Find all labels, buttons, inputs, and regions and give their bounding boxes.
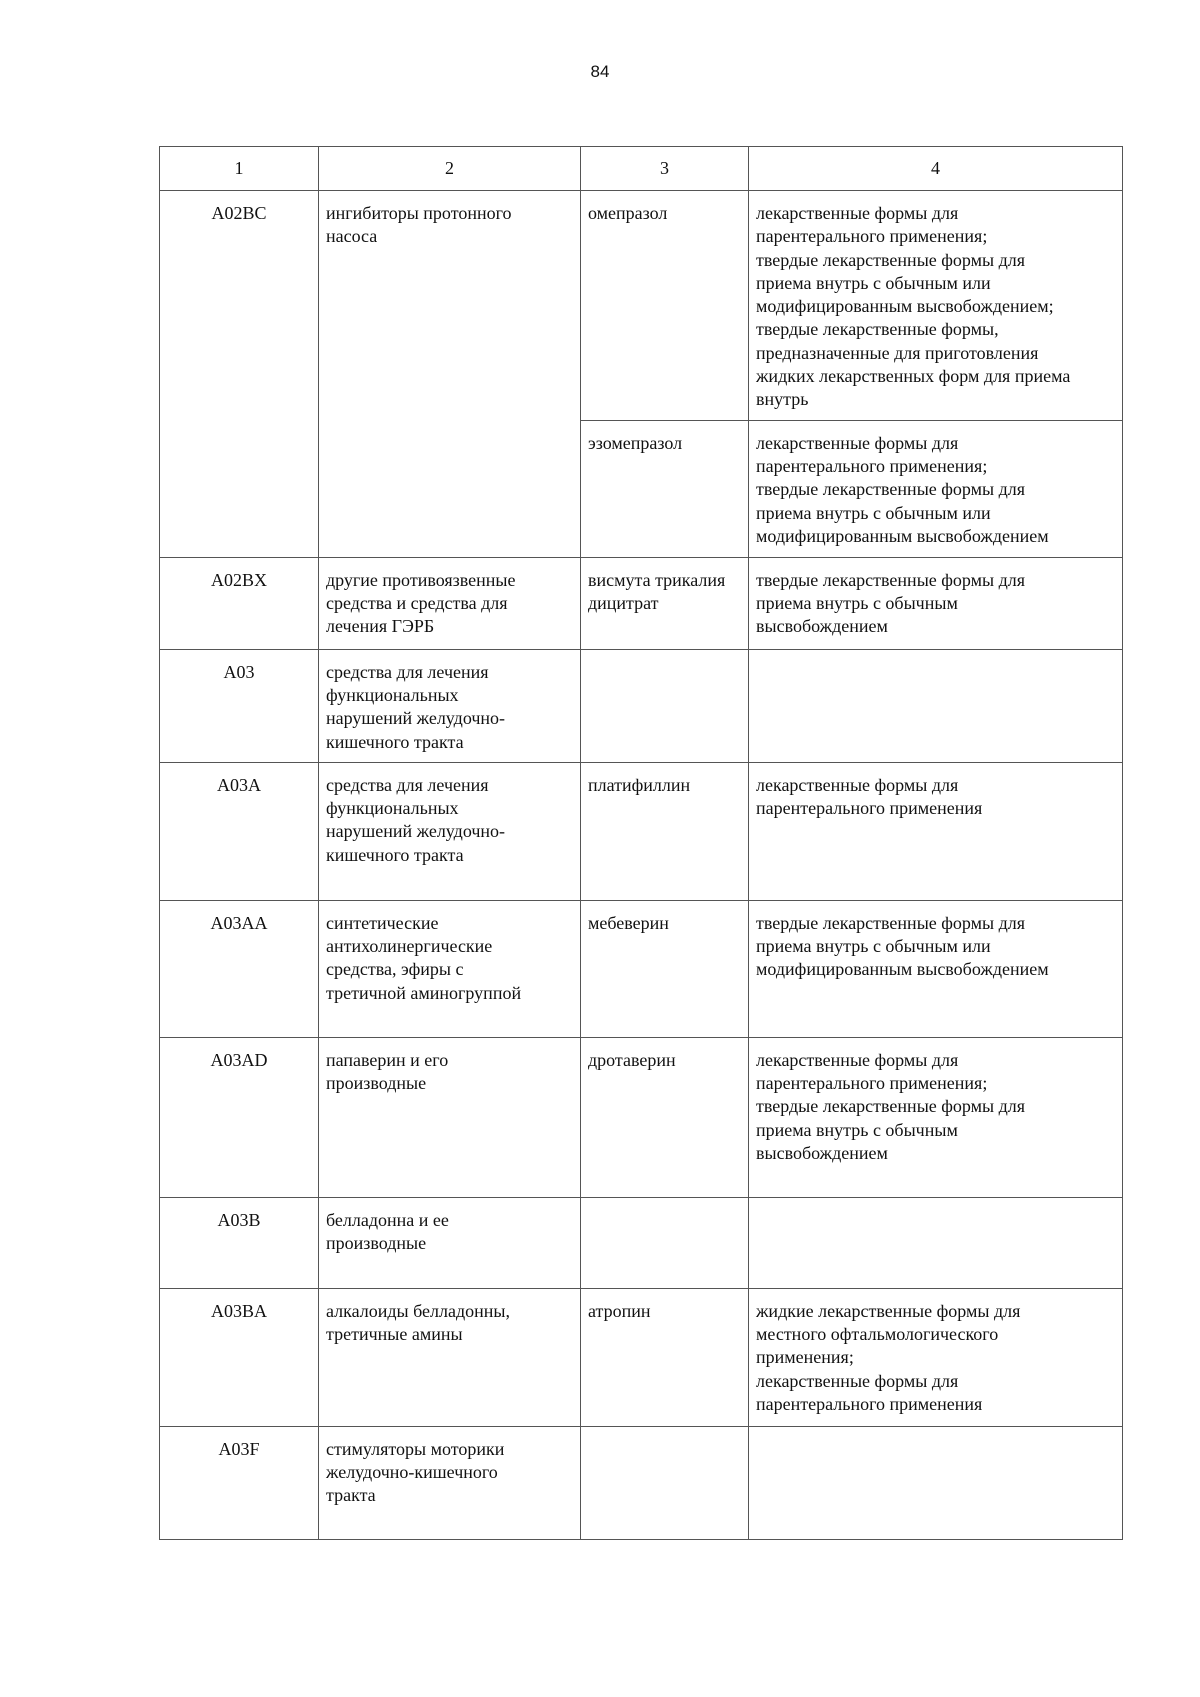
dosage-form-line: приема внутрь с обычным: [756, 1119, 958, 1140]
dosage-form-line: лекарственные формы для: [756, 774, 959, 795]
group-name-cell: [319, 1197, 581, 1288]
group-name-cell: [319, 649, 581, 762]
atc-table: [159, 146, 1123, 1540]
drug-name-cell: [581, 557, 749, 649]
group-name-line: стимуляторы моторики: [326, 1438, 505, 1459]
dosage-form-line: жидкие лекарственные формы для: [756, 1300, 1021, 1321]
group-name-line: средства и средства для: [326, 592, 508, 613]
group-name-line: третичной аминогруппой: [326, 982, 522, 1003]
group-name-line: средства, эфиры с: [326, 959, 464, 980]
group-name-line: производные: [326, 1233, 427, 1254]
drug-name-cell: [581, 649, 749, 762]
dosage-form-line: приема внутрь с обычным: [756, 592, 958, 613]
group-name-line: средства для лечения: [326, 774, 489, 795]
atc-code-cell: A03BA: [160, 1288, 319, 1426]
drug-name-cell: [581, 1197, 749, 1288]
group-name-line: алкалоиды белладонны,: [326, 1300, 510, 1321]
table-row: [160, 1288, 1123, 1426]
group-name-line: функциональных: [326, 684, 459, 705]
atc-code-cell: A02BC: [160, 191, 319, 558]
dosage-forms-cell: [749, 649, 1123, 762]
drug-name-cell: [581, 1426, 749, 1539]
dosage-forms-cell: [749, 900, 1123, 1037]
drug-name-line: атропин: [588, 1300, 651, 1321]
table-row: [160, 900, 1123, 1037]
drug-name-cell: [581, 900, 749, 1037]
group-name-cell: [319, 557, 581, 649]
atc-code-cell: A03A: [160, 762, 319, 900]
dosage-form-line: твердые лекарственные формы для: [756, 1096, 1026, 1117]
dosage-form-line: внутрь: [756, 389, 809, 410]
dosage-form-line: парентерального применения: [756, 798, 983, 819]
header-cell-forms: 4: [749, 147, 1123, 191]
dosage-form-line: модифицированным высвобождением: [756, 959, 1049, 980]
group-name-cell: [319, 762, 581, 900]
group-name-cell: [319, 1037, 581, 1197]
dosage-form-line: жидких лекарственных форм для приема: [756, 366, 1071, 387]
atc-code-cell: A03F: [160, 1426, 319, 1539]
table-row: [160, 191, 1123, 421]
dosage-form-line: лекарственные формы для: [756, 432, 959, 453]
table-row: [160, 1197, 1123, 1288]
dosage-form-line: приема внутрь с обычным или: [756, 936, 991, 957]
atc-code-cell: A02BX: [160, 557, 319, 649]
drug-name-line: дротаверин: [588, 1049, 676, 1070]
group-name-line: желудочно-кишечного: [326, 1462, 498, 1483]
dosage-form-line: модифицированным высвобождением: [756, 525, 1049, 546]
group-name-line: антихолинергические: [326, 936, 493, 957]
group-name-line: нарушений желудочно-: [326, 821, 506, 842]
group-name-line: папаверин и его: [326, 1049, 449, 1070]
drug-name-cell: [581, 420, 749, 557]
dosage-form-line: лекарственные формы для: [756, 203, 959, 223]
header-cell-group: 2: [319, 147, 581, 191]
drug-name-cell: [581, 1288, 749, 1426]
dosage-forms-cell: [749, 1426, 1123, 1539]
dosage-form-line: предназначенные для приготовления: [756, 342, 1039, 363]
group-name-line: кишечного тракта: [326, 731, 464, 752]
table-row: [160, 1426, 1123, 1539]
drug-name-line: висмута трикалия: [588, 569, 726, 590]
group-name-line: синтетические: [326, 912, 439, 933]
atc-code-cell: A03: [160, 649, 319, 762]
table-row: [160, 762, 1123, 900]
dosage-form-line: лекарственные формы для: [756, 1370, 959, 1391]
group-name-line: производные: [326, 1073, 427, 1094]
group-name-cell: [319, 900, 581, 1037]
group-name-line: кишечного тракта: [326, 844, 464, 865]
dosage-form-line: твердые лекарственные формы для: [756, 569, 1026, 590]
group-name-line: третичные амины: [326, 1324, 463, 1345]
drug-name-cell: [581, 191, 749, 421]
drug-name-line: мебеверин: [588, 912, 669, 933]
group-name-line: белладонна и ее: [326, 1209, 449, 1230]
dosage-form-line: твердые лекарственные формы для: [756, 912, 1026, 933]
group-name-line: лечения ГЭРБ: [326, 616, 435, 637]
dosage-form-line: модифицированным высвобождением;: [756, 296, 1054, 317]
drug-name-line: эзомепразол: [588, 432, 683, 453]
drug-name-line: омепразол: [588, 203, 668, 223]
group-name-line: ингибиторы протонного: [326, 203, 512, 223]
drug-name-line: платифиллин: [588, 774, 691, 795]
page-number: 84: [590, 62, 610, 81]
dosage-form-line: лекарственные формы для: [756, 1049, 959, 1070]
header-cell-drug: 3: [581, 147, 749, 191]
dosage-forms-cell: [749, 191, 1123, 421]
table-row: [160, 1037, 1123, 1197]
dosage-form-line: парентерального применения;: [756, 455, 988, 476]
dosage-form-line: парентерального применения;: [756, 1073, 988, 1094]
group-name-line: функциональных: [326, 798, 459, 819]
dosage-forms-cell: [749, 1288, 1123, 1426]
dosage-form-line: высвобождением: [756, 1143, 888, 1164]
dosage-form-line: парентерального применения: [756, 1394, 983, 1415]
dosage-form-line: твердые лекарственные формы,: [756, 319, 999, 340]
group-name-cell: [319, 1288, 581, 1426]
dosage-form-line: местного офтальмологического: [756, 1324, 999, 1345]
dosage-form-line: твердые лекарственные формы для: [756, 479, 1026, 500]
dosage-forms-cell: [749, 420, 1123, 557]
group-name-line: другие противоязвенные: [326, 569, 516, 590]
dosage-forms-cell: [749, 1197, 1123, 1288]
header-cell-code: 1: [160, 147, 319, 191]
atc-code-cell: A03AA: [160, 900, 319, 1037]
group-name-line: средства для лечения: [326, 661, 489, 682]
group-name-line: нарушений желудочно-: [326, 708, 506, 729]
group-name-line: тракта: [326, 1485, 376, 1506]
table-row: [160, 649, 1123, 762]
atc-code-cell: A03AD: [160, 1037, 319, 1197]
dosage-form-line: приема внутрь с обычным или: [756, 502, 991, 523]
dosage-form-line: применения;: [756, 1347, 854, 1368]
dosage-forms-cell: [749, 762, 1123, 900]
group-name-cell: [319, 1426, 581, 1539]
group-name-cell: [319, 191, 581, 558]
table-header-row: [160, 147, 1123, 191]
atc-code-cell: A03B: [160, 1197, 319, 1288]
group-name-line: насоса: [326, 226, 378, 247]
dosage-forms-cell: [749, 1037, 1123, 1197]
dosage-forms-cell: [749, 557, 1123, 649]
drug-name-cell: [581, 1037, 749, 1197]
dosage-form-line: высвобождением: [756, 616, 888, 637]
dosage-form-line: парентерального применения;: [756, 226, 988, 247]
dosage-form-line: приема внутрь с обычным или: [756, 272, 991, 293]
table-row: [160, 557, 1123, 649]
drug-name-line: дицитрат: [588, 592, 659, 613]
dosage-form-line: твердые лекарственные формы для: [756, 249, 1026, 270]
drug-name-cell: [581, 762, 749, 900]
